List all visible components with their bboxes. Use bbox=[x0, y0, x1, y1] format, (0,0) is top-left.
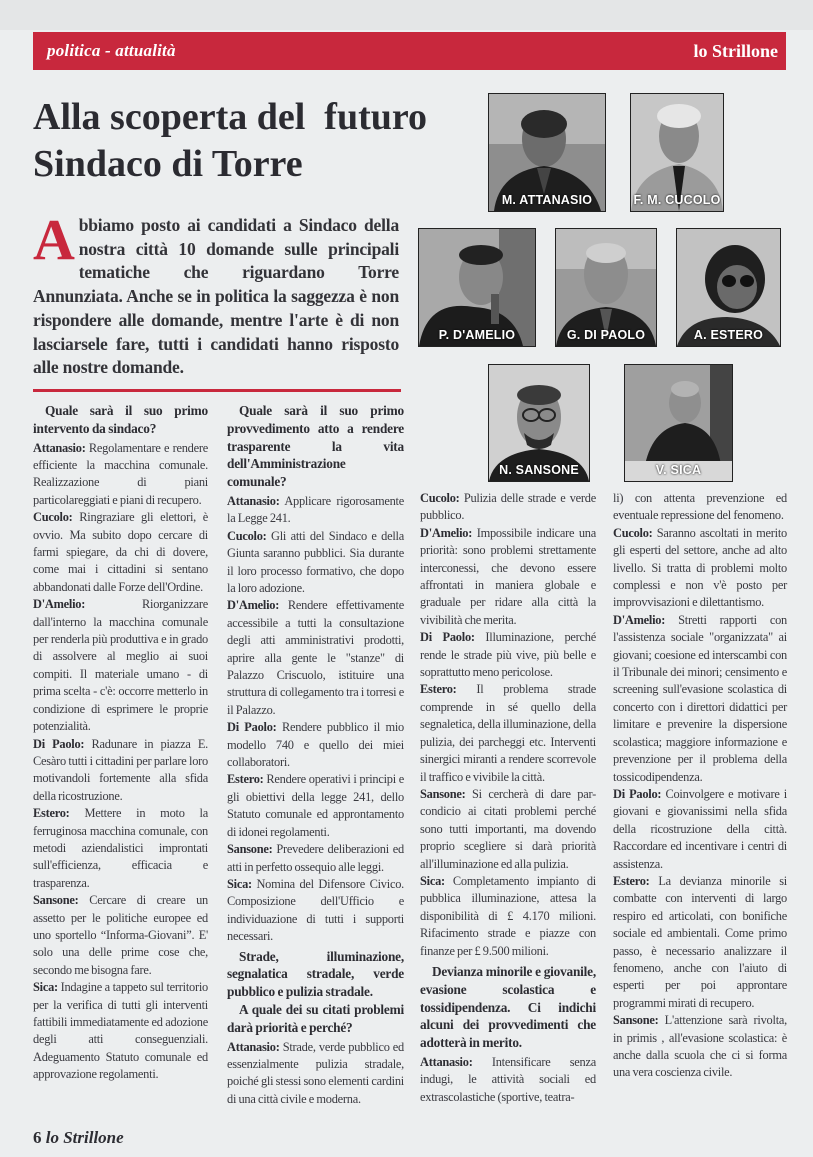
answer bbox=[227, 771, 404, 841]
intro-text: bbiamo posto ai candidati a Sindaco della nostra città 10 domande sulle principali tematiche che riguardano Torre Annunziata. Anche se in politica la saggezza è non rispondere alle domande, mentre l'arte è di non lasciarsele fare, tutti i candidati hanno risposto alle nostre domande. bbox=[33, 215, 399, 378]
speaker-name: D'Amelio: bbox=[420, 525, 473, 540]
answer bbox=[613, 612, 787, 786]
speaker-name: Cucolo: bbox=[420, 491, 460, 505]
topic-heading: Strade, illuminazione, segnalatica stradale, verde pubblico e pulizia stradale. bbox=[227, 948, 404, 1000]
photo-caption: G. DI PAOLO bbox=[566, 328, 646, 342]
answer-text: La devianza minorile si combatte con interventi di largo respiro ed articolati, con bonifiche sociale ed ambientali. Come primo passo, è necessario analizzare il fenomeno, anche con l'aiuto di esperti per poi approntare programmi mirati di recupero. bbox=[613, 873, 787, 1010]
answer bbox=[227, 841, 404, 876]
speaker-name: Attanasio: bbox=[420, 1054, 473, 1069]
answer-text: Si cercherà di dare par-condicio ai citati problemi perché sono tutti importanti, ma dovendo proprio scegliere si darà priorità all'illuminazione ed alla pulizia. bbox=[420, 786, 596, 871]
page-number: 6 bbox=[33, 1128, 42, 1147]
speaker-name: Attanasio: bbox=[33, 440, 86, 455]
answer-text: Illuminazione, perché rende le strade più vive, più belle e soprattutto meno pericolose. bbox=[420, 630, 596, 680]
answer bbox=[33, 979, 208, 1083]
red-divider bbox=[33, 389, 401, 392]
section-header-band bbox=[33, 32, 786, 70]
answer-text: Ringraziare gli elettori, è ovvio. Ma subito dopo cercare di farmi spiegare, da chi di dovere, come mai i cittadini si sentano abbandonati dalle Forze dell'Ordine. bbox=[33, 510, 208, 594]
answer-text: Strade, verde pubblico ed essenzialmente pulizia stradale, poiché gli stessi sono elementi cardini di una città civile e moderna. bbox=[227, 1039, 404, 1106]
speaker-name: Sica: bbox=[33, 980, 58, 995]
speaker-name: Di Paolo: bbox=[227, 720, 277, 735]
candidate-photo-damelio bbox=[418, 228, 536, 347]
drop-cap: A bbox=[33, 207, 75, 272]
answer-text: Intensificare senza indugi, le attività sociali ed extrascolastiche (sportive, teatra- bbox=[420, 1054, 596, 1104]
question-heading: Devianza minorile e giovanile, evasione scolastica e tossidipendenza. Ci indichi alcuni dei provvedimenti che adotterà in merito. bbox=[420, 963, 596, 1051]
candidate-photo-estero bbox=[676, 228, 781, 347]
column-1 bbox=[33, 402, 208, 1084]
speaker-name: Cucolo: bbox=[227, 528, 267, 543]
question-heading: A quale dei su citati problemi darà priorità e perché? bbox=[227, 1001, 404, 1035]
answer-text: Mettere in moto la ferruginosa macchina comunale, con metodi aziendalistici improntati sull'efficienza, efficacia e trasparenza. bbox=[33, 806, 208, 890]
answer bbox=[420, 629, 596, 681]
candidate-photo-sica bbox=[624, 364, 733, 482]
question-heading: Quale sarà il suo primo intervento da sindaco? bbox=[33, 403, 208, 436]
answer bbox=[420, 681, 596, 785]
answer bbox=[420, 525, 596, 629]
answer bbox=[227, 719, 404, 771]
answer bbox=[613, 1012, 787, 1082]
photo-caption: A. ESTERO bbox=[693, 328, 764, 342]
speaker-name: Sansone: bbox=[420, 786, 466, 801]
answer bbox=[33, 805, 208, 892]
answer-text: Nomina del Difensore Civico. Composizione dell'Ufficio e individuazione di tutti i supporti necessari. bbox=[227, 876, 404, 944]
answer bbox=[33, 509, 208, 596]
speaker-name: Attanasio: bbox=[227, 1039, 280, 1054]
candidate-photo-dipaolo bbox=[555, 228, 657, 347]
speaker-name: Cucolo: bbox=[33, 510, 73, 525]
title-line-1: Alla scoperta del futuro bbox=[33, 96, 428, 138]
answer bbox=[33, 892, 208, 979]
answer-text: Saranno ascoltati in merito gli esperti del settore, anche ad alto livello. Si tratta di problemi molto complessi e non v'è posto per improvvisazioni e dilettantismo. bbox=[613, 525, 787, 610]
answer-text: Rendere operativi i principi e gli obiettivi della legge 241, dello Statuto comunale ed approntamento di idonei regolamenti. bbox=[227, 772, 404, 839]
speaker-name: Sansone: bbox=[227, 842, 273, 857]
speaker-name: Sansone: bbox=[33, 893, 79, 908]
title-line-2: Sindaco di Torre bbox=[33, 143, 303, 185]
answer-text: Stretti rapporti con l'assistenza sociale "organizzata" ai giovani; coesione ed interscambi con il Tribunale dei minori; censimento e screening sull'evasione scolastica di concerto con i direttori didattici per limitare e prevenire la dispersione scolastica; maggiore informazione e prevenzione per il problema della tossicodipendenza. bbox=[613, 612, 787, 784]
speaker-name: Di Paolo: bbox=[613, 786, 662, 801]
answer bbox=[33, 736, 208, 806]
answer bbox=[420, 490, 596, 525]
answer bbox=[420, 786, 596, 873]
speaker-name: Estero: bbox=[420, 682, 457, 697]
speaker-name: Estero: bbox=[33, 806, 70, 821]
answer bbox=[613, 786, 787, 873]
answer bbox=[613, 525, 787, 612]
answer-text: Prevedere deliberazioni ed atti in perfetto ossequio alle leggi. bbox=[227, 842, 404, 874]
answer bbox=[613, 873, 787, 1012]
answer-text: Regolamentare e rendere efficiente la macchina comunale. Realizzazione di piani particolareggiati e piani di recupero. bbox=[33, 440, 208, 507]
candidate-photo-attanasio bbox=[488, 93, 606, 212]
column-3 bbox=[420, 490, 596, 1106]
candidate-photo-cucolo bbox=[630, 93, 724, 212]
answer bbox=[227, 597, 404, 719]
answer bbox=[227, 493, 404, 528]
answer bbox=[227, 876, 404, 946]
column-2 bbox=[227, 402, 404, 1108]
answer bbox=[420, 1054, 596, 1106]
publication-name: lo Strillone bbox=[693, 41, 778, 61]
answer-text: Applicare rigorosamente la Legge 241. bbox=[227, 493, 404, 526]
speaker-name: D'Amelio: bbox=[33, 597, 86, 612]
answer-text: Pulizia delle strade e verde pubblico. bbox=[420, 491, 596, 523]
article-title bbox=[33, 94, 478, 188]
speaker-name: D'Amelio: bbox=[227, 598, 280, 613]
answer-text: Impossibile indicare una priorità: sono problemi strettamente interconessi, che devono essere affrontati in maniera globale e graduale per ridare alla città la vivibilità che merita. bbox=[420, 525, 596, 627]
answer-text: Riorganizzare dall'interno la macchina comunale per renderla più produttiva e in grado di assolvere al meglio ai suoi compiti. Il materiale umano - di prima scelta - c'è: occorre metterlo in condizione di esprimere le proprie potenzialità. bbox=[33, 597, 208, 734]
page-footer bbox=[33, 1128, 130, 1148]
speaker-name: Cucolo: bbox=[613, 525, 653, 540]
photo-caption: F. M. CUCOLO bbox=[633, 193, 721, 207]
answer-text: Coinvolgere e motivare i giovani e giovanissimi nella sfida della ricostruzione della città. Raccordare ed incentivare i centri di assistenza. bbox=[613, 786, 787, 871]
answer-text: Rendere pubblico il mio modello 740 e quello dei miei collaboratori. bbox=[227, 720, 404, 770]
speaker-name: Sica: bbox=[227, 876, 252, 891]
candidate-photo-sansone bbox=[488, 364, 590, 482]
speaker-name: Sansone: bbox=[613, 1013, 659, 1028]
photo-caption: P. D'AMELIO bbox=[438, 328, 516, 342]
answer bbox=[227, 1039, 404, 1109]
footer-publication: lo Strillone bbox=[45, 1128, 124, 1147]
speaker-name: Estero: bbox=[613, 873, 650, 888]
answer-text: Indagine a tappeto sul territorio per la verifica di tutti gli interventi fattibili immediatamente ed adozione degli atti conseguenziali. Adeguamento Statuto comunale ed approvazione regolamenti. bbox=[33, 980, 208, 1082]
answer bbox=[33, 596, 208, 735]
answer-text: Cercare di creare un assetto per le politiche europee ed uno sportello “Informa-Giovani”. E' solo una delle prime cose che, secondo me bisogna fare. bbox=[33, 893, 208, 977]
answer-text: Completamento impianto di pubblica illuminazione, attesa la disponibilità di £ 4.170 milioni. Rifacimento strade e piazze con finanze per £ 9.500 milioni. bbox=[420, 873, 596, 958]
answer bbox=[227, 528, 404, 598]
answer bbox=[33, 440, 208, 510]
answer-text: Rendere effettivamente accessibile a tutti la consultazione degli atti amministrativi prodotti, aprire alla gente le "stanze" di Palazzo Criscuolo, istituire una struttura di collegamento tra i torresi e il Palazzo. bbox=[227, 598, 404, 717]
answer-text: Radunare in piazza E. Cesàro tutti i cittadini per parlare loro motivandoli fortemente alla sfida della ricostruzione. bbox=[33, 736, 208, 803]
speaker-name: Di Paolo: bbox=[33, 736, 85, 751]
photo-caption: N. SANSONE bbox=[499, 463, 579, 477]
article-intro bbox=[33, 207, 399, 380]
speaker-name: Di Paolo: bbox=[420, 630, 475, 645]
page-top-strip bbox=[0, 0, 813, 30]
answer-text: Il problema strade comprende in sé quello della segnaletica, della illuminazione, della pulizia, dei parcheggi etc. Interventi sinergici miranti a rendere scorrevole il traffico e vivibile la città. bbox=[420, 682, 596, 784]
speaker-name: Attanasio: bbox=[227, 493, 280, 508]
speaker-name: Estero: bbox=[227, 772, 264, 787]
answer bbox=[420, 873, 596, 960]
photo-caption: V. SICA bbox=[655, 463, 702, 477]
speaker-name: Sica: bbox=[420, 873, 445, 888]
section-label: politica - attualità bbox=[47, 41, 176, 60]
answer-continuation: li) con attenta prevenzione ed eventuale repressione del fenomeno. bbox=[613, 491, 787, 523]
column-4 bbox=[613, 490, 787, 1082]
speaker-name: D'Amelio: bbox=[613, 612, 666, 627]
question-heading: Quale sarà il suo primo provvedimento atto a rendere trasparente la vita dell'Amministrazione comunale? bbox=[227, 403, 404, 490]
answer-text: L'attenzione sarà rivolta, in primis , all'evasione scolastica: è anche dalla scuola che ci si forma una vera coscienza civile. bbox=[613, 1013, 787, 1080]
answer-text: Gli atti del Sindaco e della Giunta saranno pubblici. Sia durante il loro processo formativo, che dopo la loro adozione. bbox=[227, 528, 404, 596]
photo-caption: M. ATTANASIO bbox=[501, 193, 593, 207]
